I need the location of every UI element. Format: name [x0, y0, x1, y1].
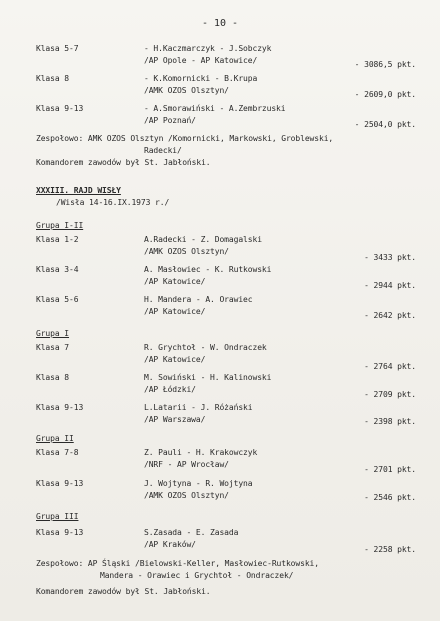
class-label: Klasa 5-6 [36, 295, 79, 304]
crew-club: /AP Kraków/ [144, 540, 196, 549]
team-classification: Zespołowo: AP Śląski /Bielowski-Keller, Masłowiec-Rutkowski, [36, 559, 319, 568]
class-label: Klasa 8 [36, 74, 70, 83]
crew-club: /AMK OZOS Olsztyn/ [144, 491, 229, 500]
team-classification-cont: Mandera - Orawiec i Grychtoł - Ondraczek/ [100, 571, 294, 580]
class-label: Klasa 9-13 [36, 403, 84, 412]
crew-club: /AP Łódzki/ [144, 385, 196, 394]
class-label: Klasa 9-13 [36, 104, 84, 113]
points: - 2258 pkt. [364, 545, 416, 554]
group-title: Grupa II [36, 434, 74, 443]
crew-names: - A.Smorawiński - A.Zembrzuski [144, 104, 286, 113]
crew-club: /AP Katowice/ [144, 307, 206, 316]
points: - 3433 pkt. [364, 253, 416, 262]
crew-club: /NRF - AP Wrocław/ [144, 460, 229, 469]
rally-date: /Wisła 14-16.IX.1973 r./ [56, 198, 170, 207]
crew-names: M. Sowiński - H. Kalinowski [144, 373, 272, 382]
crew-club: /AP Opole - AP Katowice/ [144, 56, 258, 65]
commander-note: Komandorem zawodów był St. Jabłoński. [36, 158, 211, 167]
points: - 2764 pkt. [364, 362, 416, 371]
class-label: Klasa 9-13 [36, 479, 84, 488]
crew-names: - K.Komornicki - B.Krupa [144, 74, 258, 83]
class-label: Klasa 3-4 [36, 265, 79, 274]
crew-club: /AMK OZOS Olsztyn/ [144, 86, 229, 95]
crew-club: /AMK OZOS Olsztyn/ [144, 247, 229, 256]
class-label: Klasa 1-2 [36, 235, 79, 244]
points: - 2504,0 pkt. [354, 120, 416, 129]
crew-names: Z. Pauli - H. Krakowczyk [144, 448, 258, 457]
crew-names: J. Wojtyna - R. Wojtyna [144, 479, 253, 488]
crew-names: R. Grychtoł - W. Ondraczek [144, 343, 267, 352]
commander-note: Komandorem zawodów był St. Jabłoński. [36, 587, 211, 596]
crew-club: /AP Poznań/ [144, 116, 196, 125]
crew-club: /AP Katowice/ [144, 277, 206, 286]
team-classification: Zespołowo: AMK OZOS Olsztyn /Komornicki, Markowski, Groblewski, [36, 134, 334, 143]
crew-club: /AP Katowice/ [144, 355, 206, 364]
group-title: Grupa I [36, 329, 70, 338]
crew-names: S.Zasada - E. Zasada [144, 528, 239, 537]
class-label: Klasa 8 [36, 373, 70, 382]
crew-names: A. Masłowiec - K. Rutkowski [144, 265, 272, 274]
crew-names: H. Mandera - A. Orawiec [144, 295, 253, 304]
class-label: Klasa 7-8 [36, 448, 79, 457]
group-title: Grupa III [36, 512, 79, 521]
group-title: Grupa I-II [36, 221, 84, 230]
points: - 2709 pkt. [364, 390, 416, 399]
points: - 2398 pkt. [364, 417, 416, 426]
points: - 3086,5 pkt. [354, 60, 416, 69]
page-number: - 10 - [201, 18, 239, 29]
rally-title: XXXIII. RAJD WISŁY [36, 186, 121, 195]
crew-names: A.Radecki - Z. Domagalski [144, 235, 262, 244]
points: - 2944 pkt. [364, 281, 416, 290]
class-label: Klasa 9-13 [36, 528, 84, 537]
points: - 2546 pkt. [364, 493, 416, 502]
points: - 2609,0 pkt. [354, 90, 416, 99]
class-label: Klasa 5-7 [36, 44, 79, 53]
crew-names: L.Latarii - J. Różański [144, 403, 253, 412]
points: - 2701 pkt. [364, 465, 416, 474]
crew-names: - H.Kaczmarczyk - J.Sobczyk [144, 44, 272, 53]
crew-club: /AP Warszawa/ [144, 415, 206, 424]
class-label: Klasa 7 [36, 343, 70, 352]
points: - 2642 pkt. [364, 311, 416, 320]
team-classification-cont: Radecki/ [144, 146, 182, 155]
